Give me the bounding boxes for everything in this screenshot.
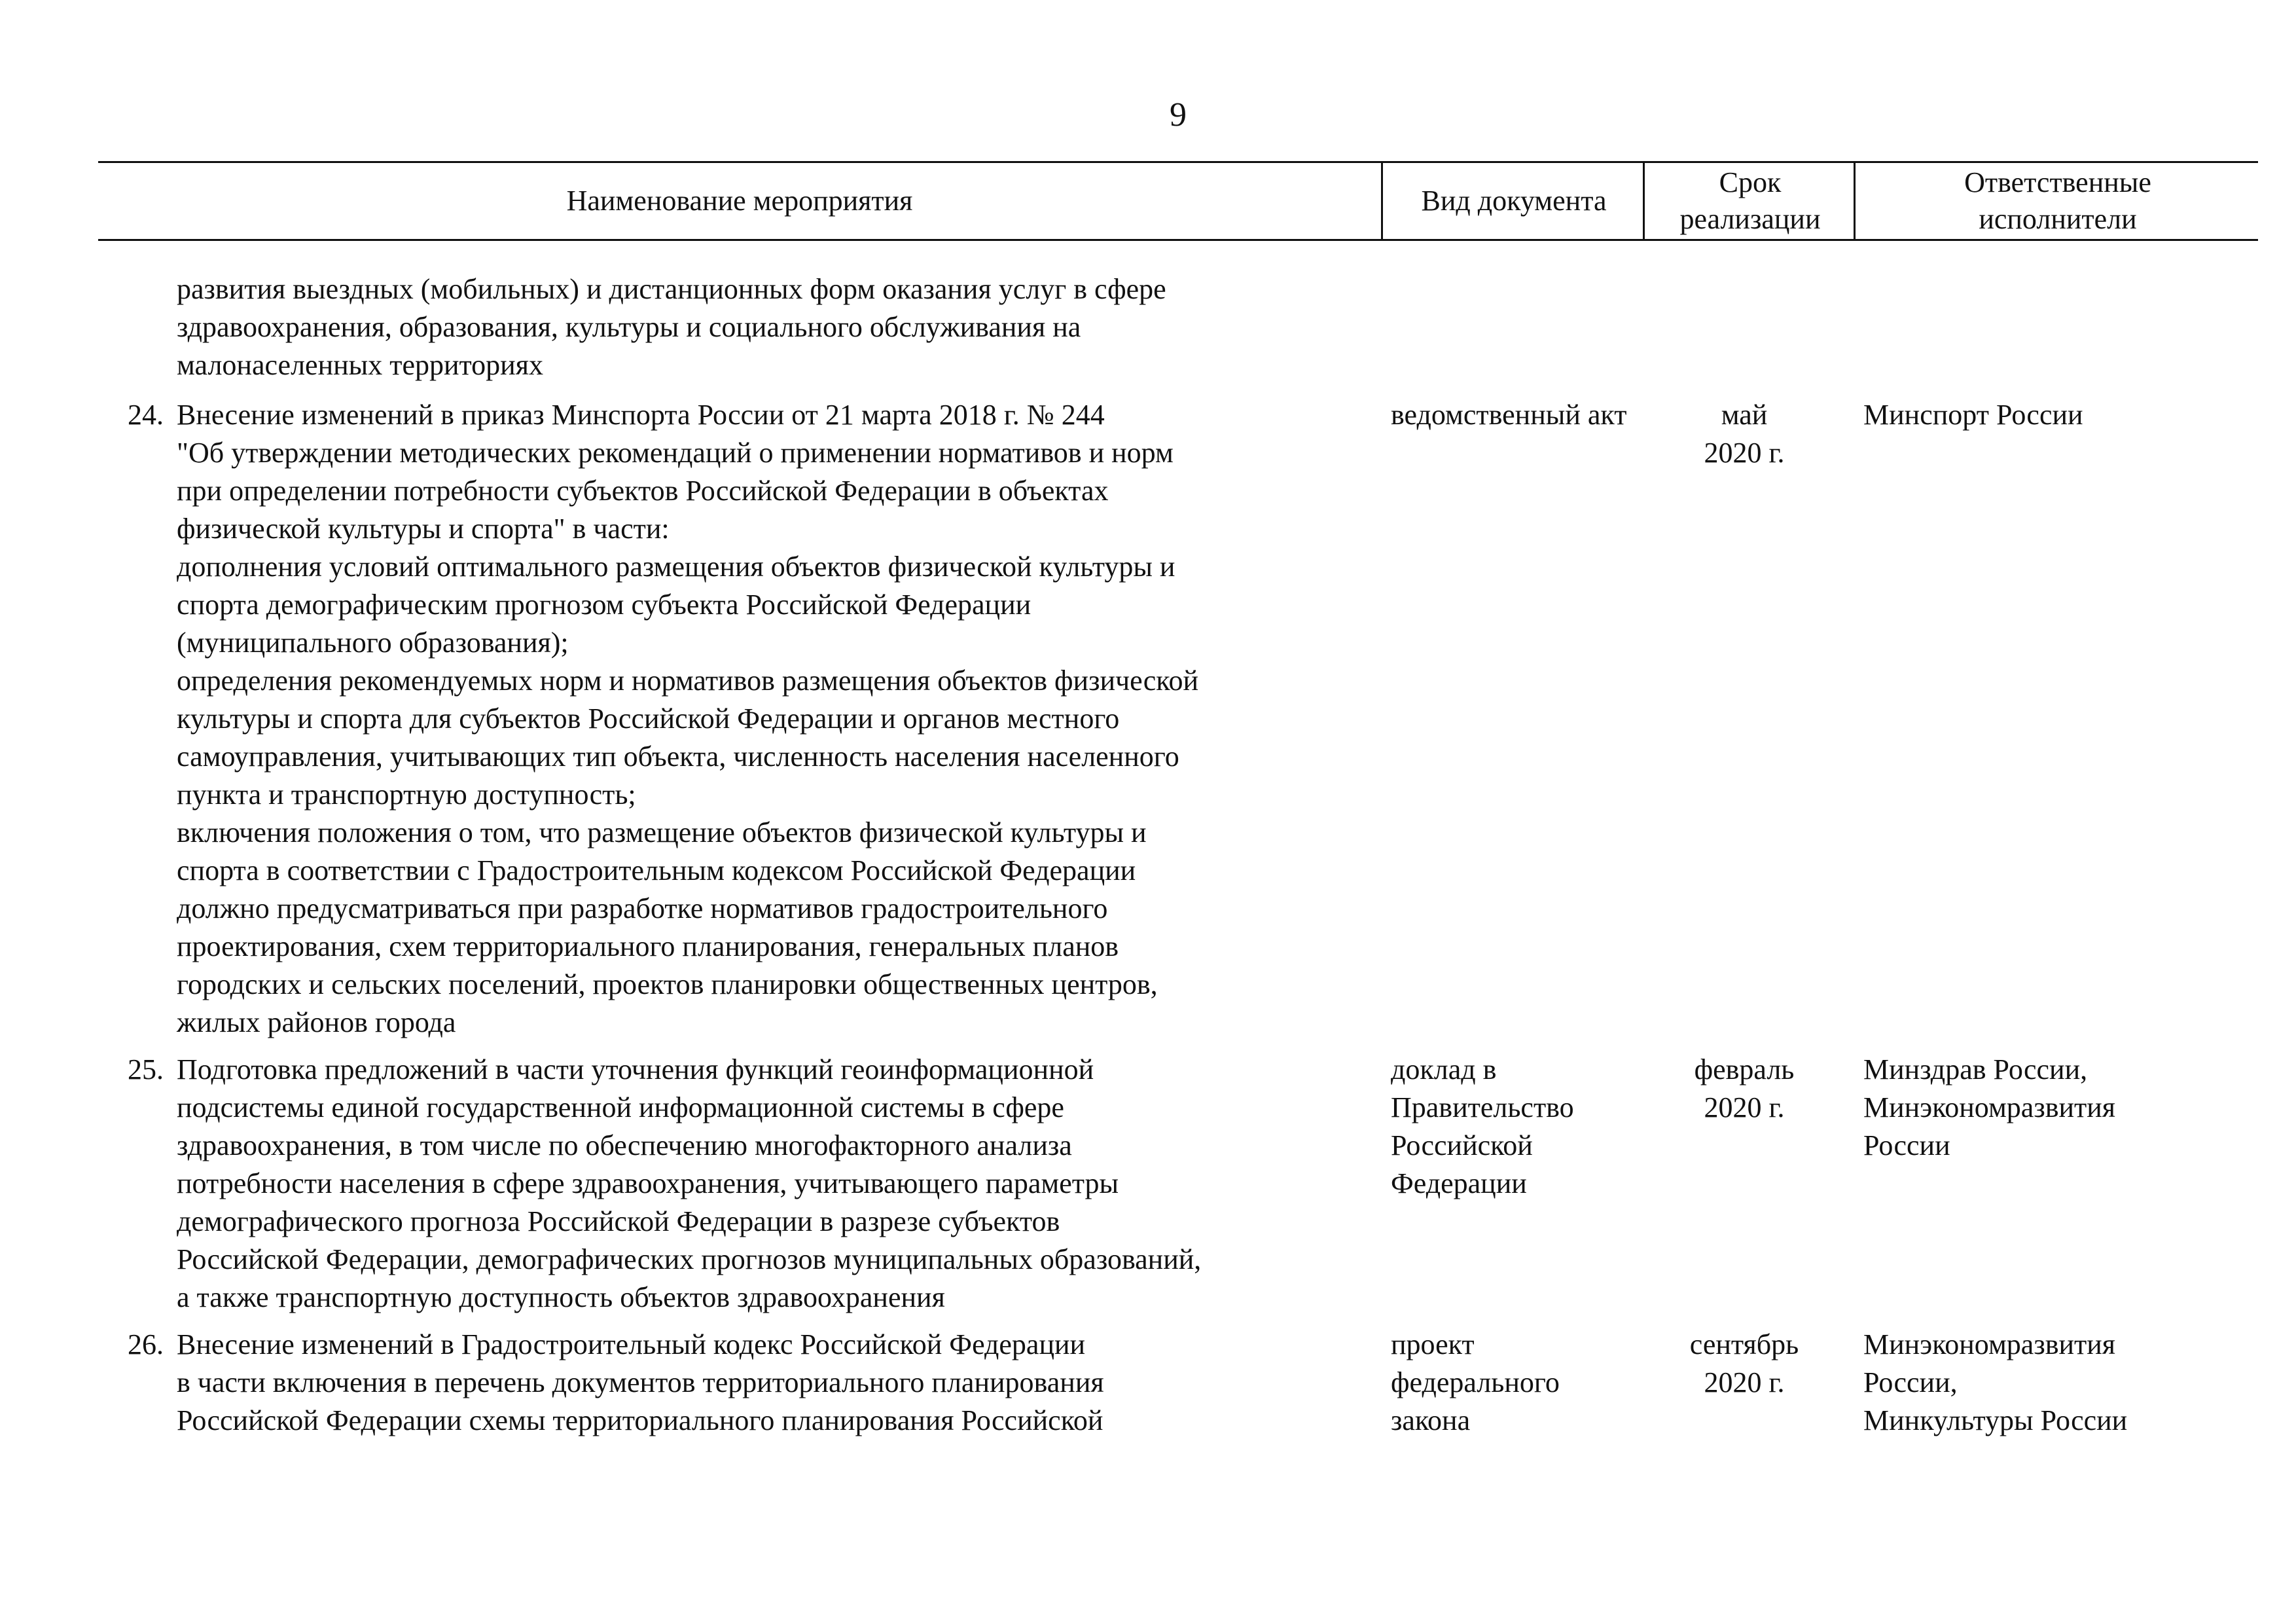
- header-name: Наименование мероприятия: [566, 185, 913, 217]
- header-resp-line2: исполнители: [1979, 203, 2137, 235]
- row-number: 24.: [128, 399, 164, 431]
- row-description: Внесение изменений в Градостроительный кодекс Российской Федерации в части включения в перечень документов территориального планирования Российской Федерации схемы территориального планирования Российской: [177, 1328, 1104, 1436]
- row-term: май 2020 г.: [1704, 399, 1785, 469]
- row-responsible: Минспорт России: [1863, 399, 2083, 431]
- header-doc-type: Вид документа: [1381, 163, 1645, 239]
- row-description: Внесение изменений в приказ Минспорта России от 21 марта 2018 г. № 244 "Об утверждении методических рекомендаций о применении нормативов и норм при определении потребности субъектов Российской Федерации в объектах физической культуры и спорта" в части: дополнения условий оптимального размещения объектов физической культуры и спорта демографическим прогнозом субъекта Российской Федерации (муниципального образования); определения рекомендуемых норм и нормативов размещения объектов физической культуры и спорта для субъектов Российской Федерации и органов местного самоуправления, учитывающих тип объекта, численность населения населенного пункта и транспортную доступность; включения положения о том, что размещение объектов физической культуры и спорта в соответствии с Градостроительным кодексом Российской Федерации должно предусматриваться при разработке нормативов градостроительного проектирования, схем территориального планирования, генеральных планов городских и сельских поселений, проектов планировки общественных центров, жилых районов города: [177, 399, 1198, 1038]
- header-term-line1: Срок: [1719, 166, 1782, 198]
- row-doc-type: ведомственный акт: [1391, 399, 1627, 431]
- row-number: 26.: [128, 1328, 164, 1360]
- table-header: [98, 161, 2258, 241]
- row-number: 25.: [128, 1053, 164, 1085]
- page-number: 9: [1170, 96, 1187, 134]
- row-term: сентябрь 2020 г.: [1689, 1328, 1799, 1398]
- header-resp-line1: Ответственные: [1964, 166, 2151, 198]
- continuation-text: развития выездных (мобильных) и дистанционных форм оказания услуг в сфере здравоохранения, образования, культуры и социального обслуживания на малонаселенных территориях: [177, 273, 1166, 381]
- row-responsible: Минэкономразвития России, Минкультуры России: [1863, 1328, 2128, 1436]
- row-description: Подготовка предложений в части уточнения функций геоинформационной подсистемы единой государственной информационной системы в сфере здравоохранения, в том числе по обеспечению многофакторного анализа потребности населения в сфере здравоохранения, учитывающего параметры демографического прогноза Российской Федерации в разрезе субъектов Российской Федерации, демографических прогнозов муниципальных образований, а также транспортную доступность объектов здравоохранения: [177, 1053, 1202, 1313]
- header-term-line2: реализации: [1679, 203, 1821, 235]
- header-responsible: [1854, 163, 2260, 239]
- row-doc-type: доклад в Правительство Российской Федерации: [1391, 1053, 1574, 1199]
- row-responsible: Минздрав России, Минэкономразвития России: [1863, 1053, 2116, 1161]
- row-doc-type: проект федерального закона: [1391, 1328, 1560, 1436]
- row-term: февраль 2020 г.: [1694, 1053, 1795, 1123]
- header-term: [1643, 163, 1856, 239]
